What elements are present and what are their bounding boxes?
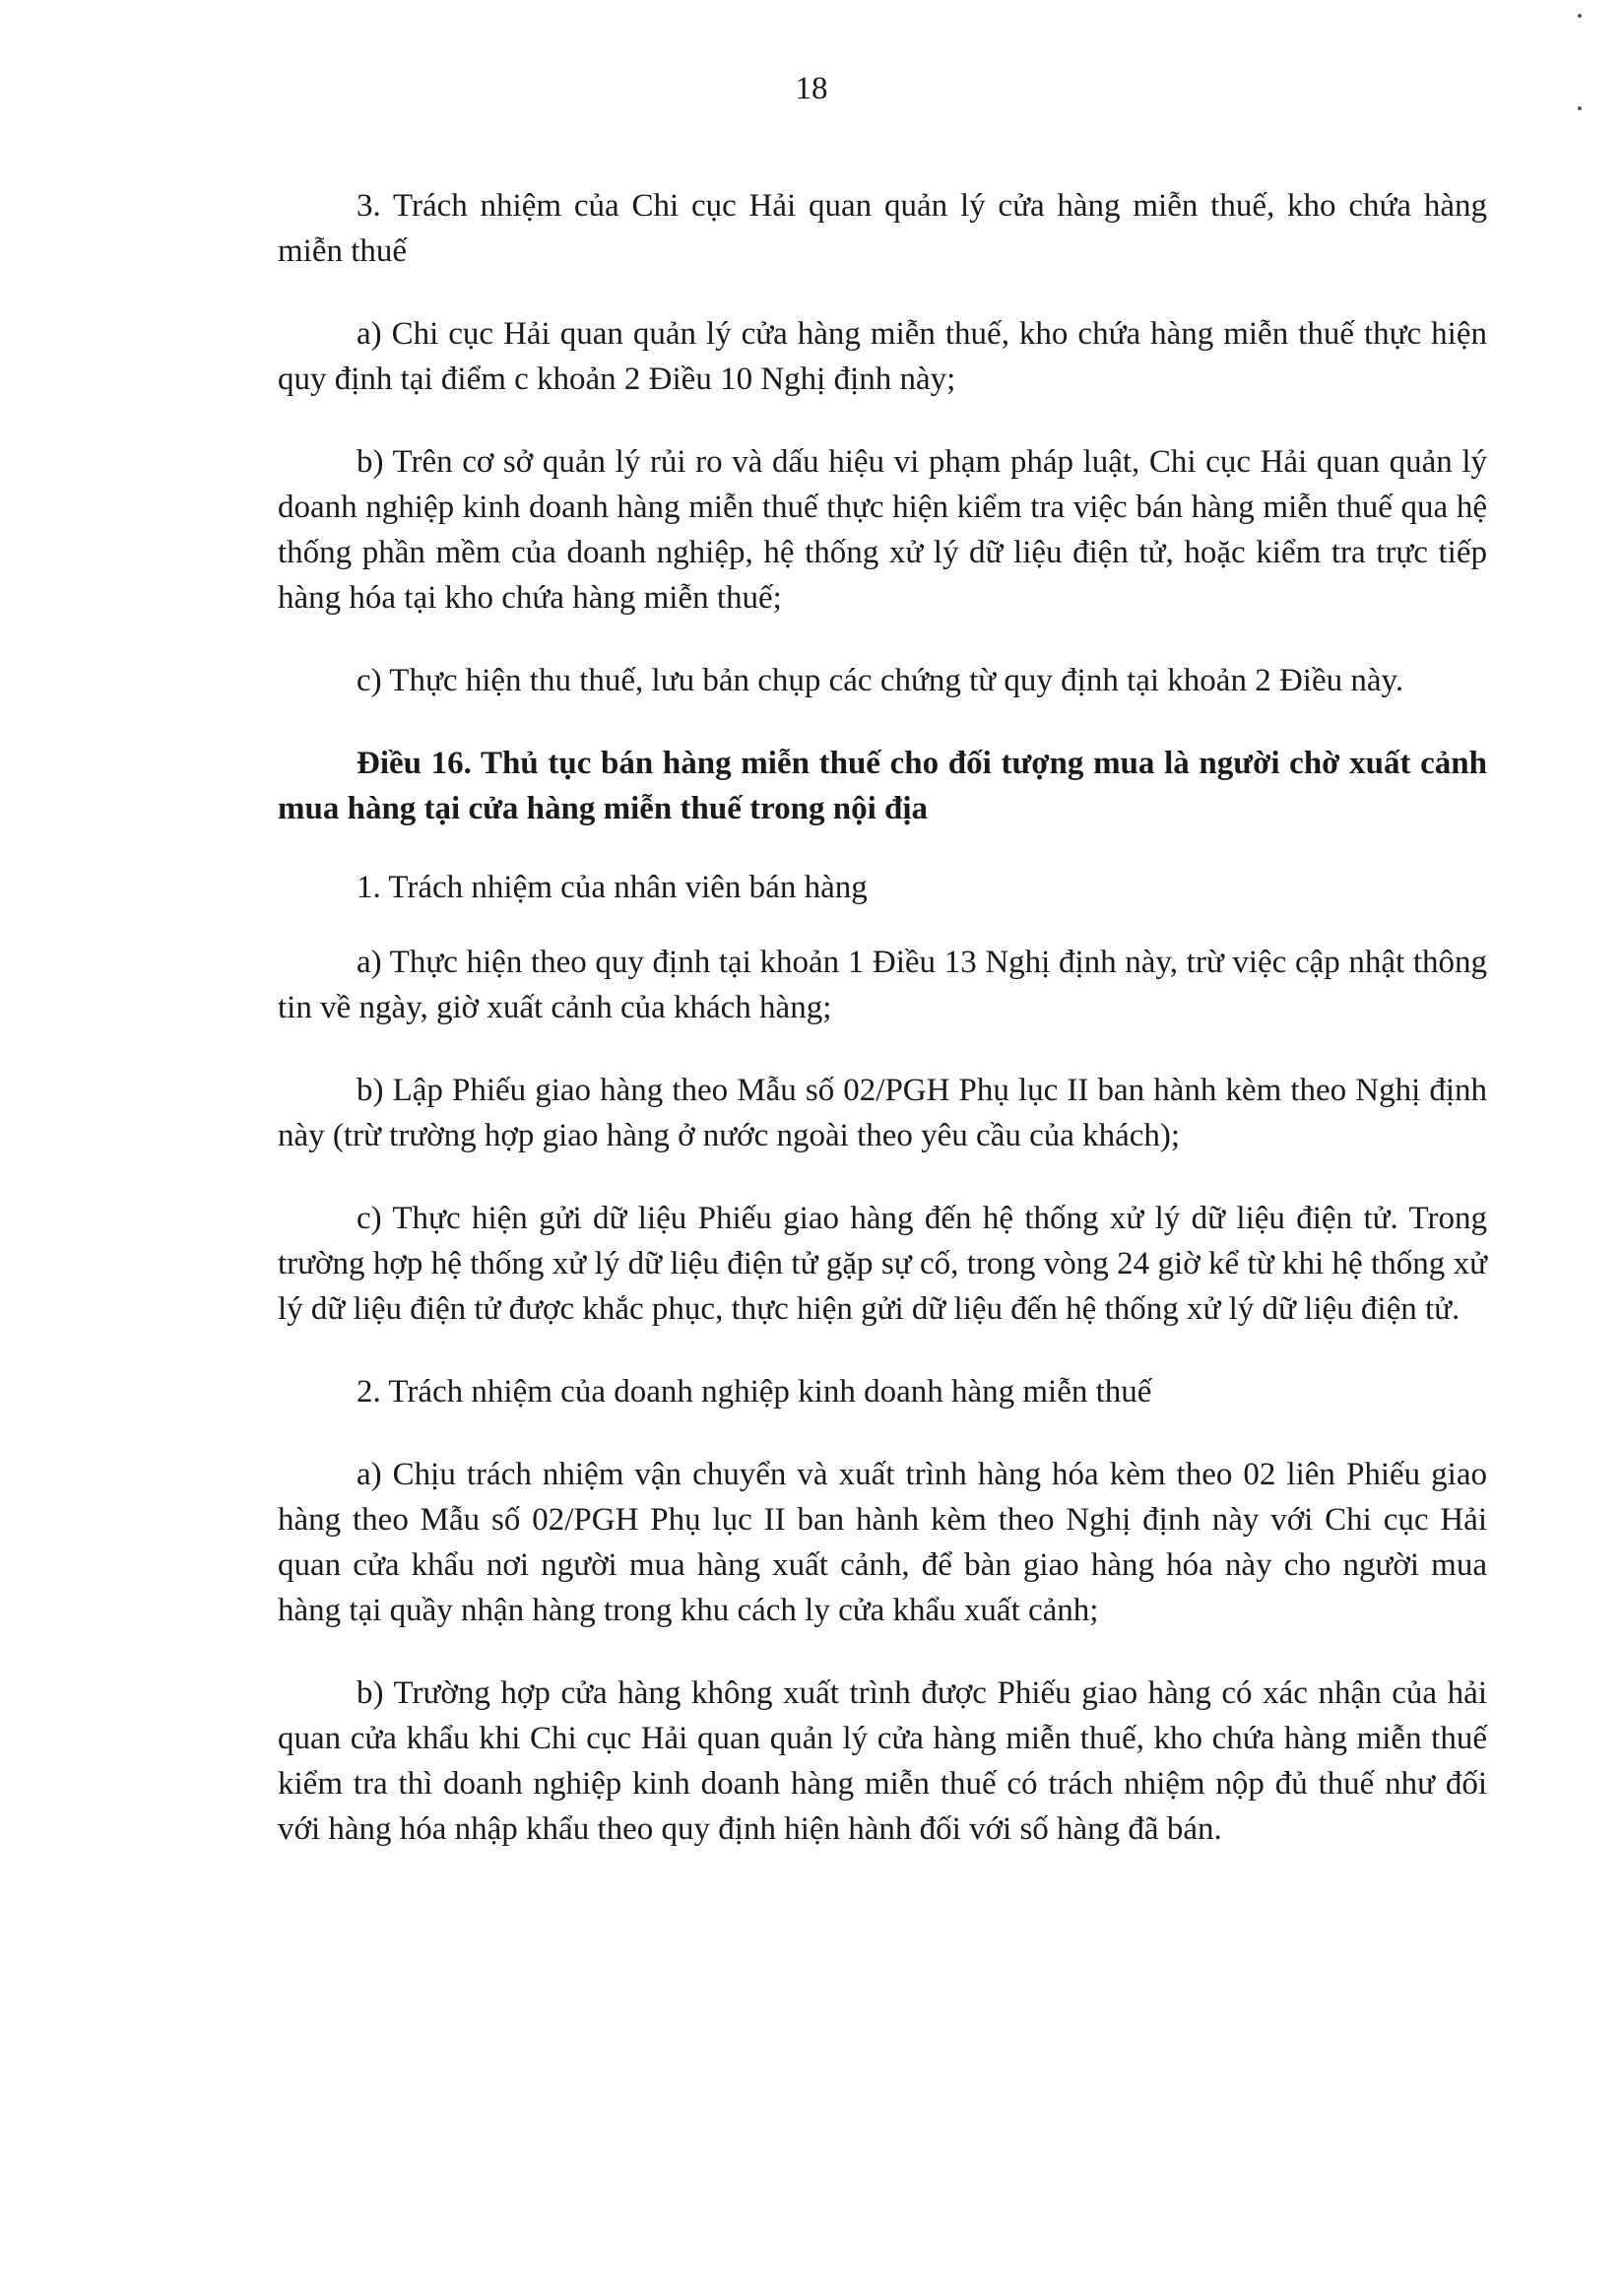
clause-1-point-a: a) Thực hiện theo quy định tại khoản 1 Điều 13 Nghị định này, trừ việc cập nhật thông tin về ngày, giờ xuất cảnh của khách hàng;: [278, 945, 1487, 1025]
clause-3-title: 3. Trách nhiệm của Chi cục Hải quan quản lý cửa hàng miễn thuế, kho chứa hàng miễn thuế: [278, 188, 1487, 269]
scan-speck: [1578, 14, 1582, 18]
clause-1-title: 1. Trách nhiệm của nhân viên bán hàng: [357, 870, 868, 905]
clause-1-point-c: c) Thực hiện gửi dữ liệu Phiếu giao hàng đến hệ thống xử lý dữ liệu điện tử. Trong trường hợp hệ thống xử lý dữ liệu điện tử gặp sự cố, trong vòng 24 giờ kể từ khi hệ thống xử lý dữ liệu điện tử được khắc phục, thực hiện gửi dữ liệu đến hệ thống xử lý dữ liệu điện tử.: [278, 1201, 1487, 1327]
clause-2-title: 2. Trách nhiệm của doanh nghiệp kinh doanh hàng miễn thuế: [357, 1374, 1152, 1410]
page-number: 18: [795, 71, 828, 106]
clause-1-point-b: b) Lập Phiếu giao hàng theo Mẫu số 02/PGH Phụ lục II ban hành kèm theo Nghị định này (trừ trường hợp giao hàng ở nước ngoài theo yêu cầu của khách);: [278, 1073, 1487, 1153]
clause-3-point-a: a) Chi cục Hải quan quản lý cửa hàng miễn thuế, kho chứa hàng miễn thuế thực hiện quy định tại điểm c khoản 2 Điều 10 Nghị định này;: [278, 316, 1487, 397]
clause-2-point-a: a) Chịu trách nhiệm vận chuyển và xuất trình hàng hóa kèm theo 02 liên Phiếu giao hàng theo Mẫu số 02/PGH Phụ lục II ban hành kèm theo Nghị định này với Chi cục Hải quan cửa khẩu nơi người mua hàng xuất cảnh, để bàn giao hàng hóa này cho người mua hàng tại quầy nhận hàng trong khu cách ly cửa khẩu xuất cảnh;: [278, 1457, 1487, 1628]
document-body: [278, 183, 1487, 1889]
article-16-heading: Điều 16. Thủ tục bán hàng miễn thuế cho đối tượng mua là người chờ xuất cảnh mua hàng tại cửa hàng miễn thuế trong nội địa: [278, 746, 1487, 826]
clause-3-point-b: b) Trên cơ sở quản lý rủi ro và dấu hiệu vi phạm pháp luật, Chi cục Hải quan quản lý doanh nghiệp kinh doanh hàng miễn thuế thực hiện kiểm tra việc bán hàng miễn thuế qua hệ thống phần mềm của doanh nghiệp, hệ thống xử lý dữ liệu điện tử, hoặc kiểm tra trực tiếp hàng hóa tại kho chứa hàng miễn thuế;: [278, 444, 1487, 616]
clause-2-point-b: b) Trường hợp cửa hàng không xuất trình được Phiếu giao hàng có xác nhận của hải quan cửa khẩu khi Chi cục Hải quan quản lý cửa hàng miễn thuế, kho chứa hàng miễn thuế kiểm tra thì doanh nghiệp kinh doanh hàng miễn thuế có trách nhiệm nộp đủ thuế như đối với hàng hóa nhập khẩu theo quy định hiện hành đối với số hàng đã bán.: [278, 1675, 1487, 1847]
clause-3-point-c: c) Thực hiện thu thuế, lưu bản chụp các chứng từ quy định tại khoản 2 Điều này.: [357, 663, 1404, 698]
